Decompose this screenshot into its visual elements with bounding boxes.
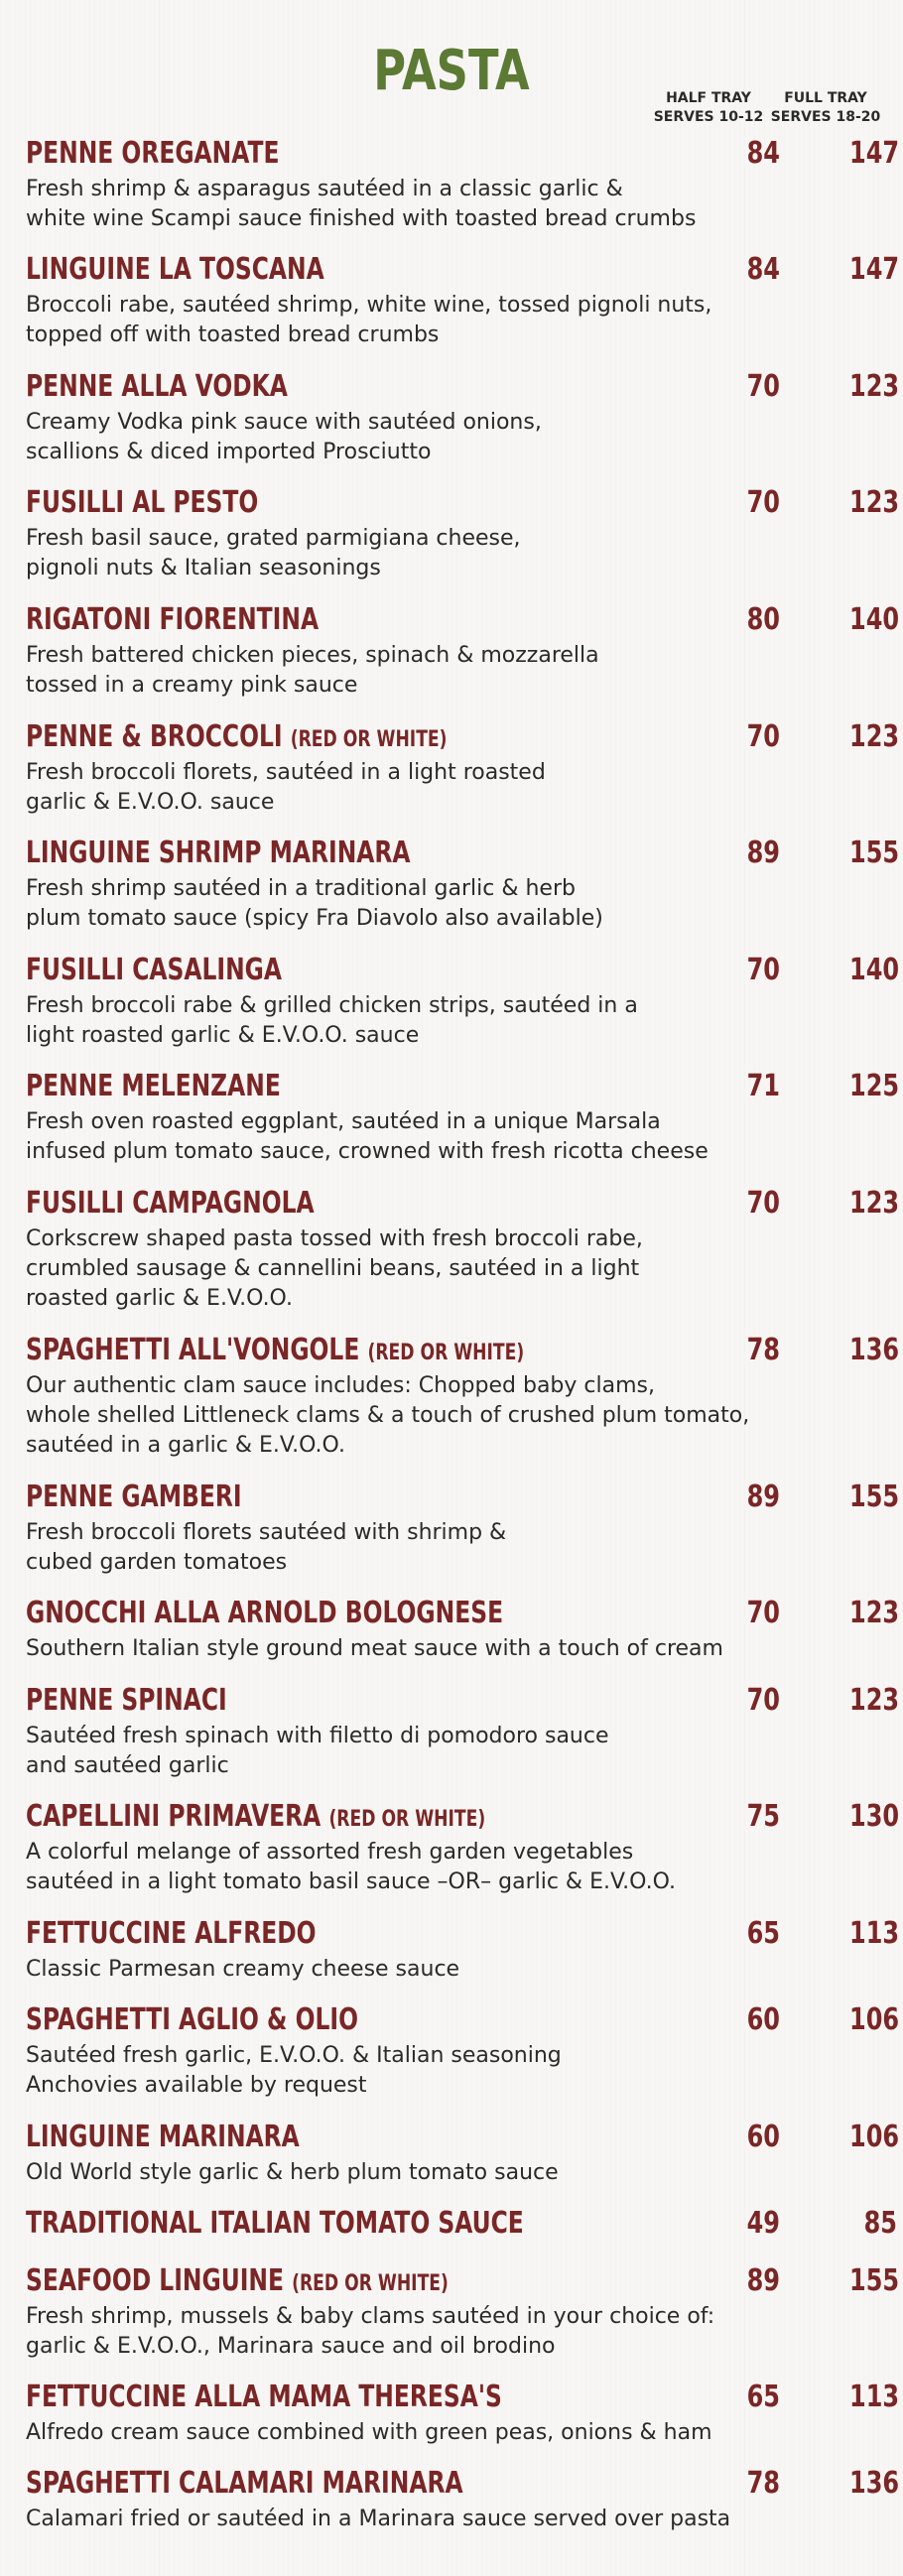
- description-line: topped off with toasted bread crumbs: [26, 322, 440, 347]
- menu-item: [26, 1332, 900, 1461]
- half-tray-price: 89: [746, 2263, 780, 2298]
- menu-item-description: [26, 2505, 879, 2534]
- menu-item-note: (RED OR WHITE): [290, 727, 448, 752]
- half-tray-price: 65: [746, 2380, 780, 2414]
- half-tray-serves: SERVES 10-12: [653, 109, 764, 125]
- menu-item: [26, 2262, 900, 2362]
- half-tray-header: [649, 89, 768, 127]
- description-line: Sautéed fresh garlic, E.V.O.O. & Italian seasoning: [26, 2043, 562, 2068]
- menu-item-description: [26, 2302, 879, 2362]
- description-line: Classic Parmesan creamy cheese sauce: [26, 1957, 460, 1982]
- half-tray-price: 89: [746, 1480, 780, 1514]
- half-tray-price: 84: [746, 252, 780, 287]
- description-line: Fresh broccoli florets sautéed with shrimp &: [26, 1520, 507, 1545]
- menu-item-name: [26, 601, 319, 639]
- menu-item-description: [26, 408, 879, 467]
- menu-item-name-text: SPAGHETTI AGLIO & OLIO: [26, 2002, 358, 2037]
- half-tray-price: 84: [746, 136, 780, 171]
- menu-item-header: [26, 251, 900, 289]
- full-tray-price: 123: [849, 1186, 900, 1221]
- menu-item-description: [26, 524, 879, 583]
- full-tray-price: 147: [849, 252, 900, 287]
- half-tray-price: 70: [746, 719, 780, 754]
- menu-item-name: [26, 2205, 524, 2243]
- description-line: tossed in a creamy pink sauce: [26, 673, 358, 698]
- menu-item: [26, 1798, 900, 1897]
- menu-item-header: [26, 2001, 900, 2039]
- description-line: roasted garlic & E.V.O.O.: [26, 1286, 293, 1311]
- menu-item-note: (RED OR WHITE): [367, 1341, 525, 1365]
- menu-item-name: [26, 1798, 485, 1839]
- menu-item: [26, 2119, 900, 2188]
- menu-item-description: [26, 991, 879, 1051]
- menu-item: [26, 2379, 900, 2448]
- menu-item: [26, 1915, 900, 1985]
- menu-item-name-text: LINGUINE LA TOSCANA: [26, 252, 324, 287]
- menu-item-name: [26, 1915, 317, 1953]
- menu-item-description: [26, 2041, 879, 2101]
- half-tray-price: 75: [746, 1799, 780, 1834]
- full-tray-price: 155: [849, 1480, 900, 1514]
- menu-item-name: [26, 835, 411, 872]
- full-tray-price: 130: [849, 1799, 900, 1834]
- menu-item-name: [26, 718, 447, 759]
- menu-item-name: [26, 2119, 300, 2156]
- menu-item-note: (RED OR WHITE): [328, 1807, 486, 1832]
- description-line: Alfredo cream sauce combined with green peas, onions & ham: [26, 2420, 712, 2445]
- full-tray-price: 155: [849, 836, 900, 870]
- full-tray-price: 113: [849, 2380, 900, 2414]
- description-line: garlic & E.V.O.O., Marinara sauce and oil brodino: [26, 2334, 556, 2359]
- menu-item-name: [26, 135, 279, 173]
- full-tray-label: FULL TRAY: [784, 90, 867, 106]
- menu-item-header: [26, 2205, 897, 2243]
- full-tray-price: 125: [849, 1069, 900, 1103]
- menu-item-header: [26, 135, 900, 173]
- description-line: Fresh broccoli florets, sautéed in a light roasted: [26, 760, 546, 785]
- description-line: cubed garden tomatoes: [26, 1550, 288, 1575]
- menu-item: [26, 484, 900, 583]
- half-tray-price: 70: [746, 369, 780, 404]
- description-line: white wine Scampi sauce finished with toasted bread crumbs: [26, 206, 697, 231]
- menu-item-name: [26, 1595, 503, 1632]
- menu-item-description: [26, 175, 879, 234]
- menu-item-name: [26, 1479, 242, 1516]
- menu-item-name: [26, 484, 258, 522]
- description-line: Old World style garlic & herb plum tomato sauce: [26, 2160, 559, 2185]
- menu-item-header: [26, 2379, 900, 2416]
- half-tray-price: 78: [746, 2466, 780, 2501]
- description-line: light roasted garlic & E.V.O.O. sauce: [26, 1023, 420, 1048]
- menu-item: [26, 1068, 900, 1167]
- description-line: crumbled sausage & cannellini beans, sautéed in a light: [26, 1256, 640, 1281]
- menu-item-header: [26, 2119, 900, 2156]
- menu-item: [26, 2001, 900, 2101]
- menu-item: [26, 135, 900, 234]
- full-tray-price: 136: [849, 2466, 900, 2501]
- description-line: Fresh battered chicken pieces, spinach & mozzarella: [26, 643, 599, 668]
- menu-item-header: [26, 718, 900, 756]
- description-line: scallions & diced imported Prosciutto: [26, 440, 432, 464]
- menu-item-header: [26, 368, 900, 406]
- full-tray-price: 136: [849, 1333, 900, 1367]
- full-tray-price: 123: [849, 1683, 900, 1718]
- full-tray-price: 123: [849, 719, 900, 754]
- menu-item-name: [26, 952, 282, 989]
- half-tray-price: 70: [746, 1186, 780, 1221]
- description-line: plum tomato sauce (spicy Fra Diavolo also available): [26, 906, 603, 931]
- menu-item-header: [26, 1185, 900, 1223]
- half-tray-price: 70: [746, 485, 780, 520]
- menu-item: [26, 1479, 900, 1578]
- description-line: and sautéed garlic: [26, 1753, 229, 1778]
- full-tray-price: 140: [849, 602, 900, 637]
- menu-item: [26, 251, 900, 350]
- menu-item-name-text: GNOCCHI ALLA ARNOLD BOLOGNESE: [26, 1596, 504, 1630]
- description-line: sautéed in a light tomato basil sauce –OR– garlic & E.V.O.O.: [26, 1869, 677, 1894]
- menu-item-name-text: LINGUINE MARINARA: [26, 2120, 300, 2154]
- menu-item-header: [26, 2262, 900, 2300]
- menu-item-description: [26, 1722, 879, 1781]
- description-line: infused plum tomato sauce, crowned with fresh ricotta cheese: [26, 1139, 709, 1164]
- half-tray-price: 71: [746, 1069, 780, 1103]
- menu-item-description: [26, 1107, 879, 1167]
- full-tray-price: 123: [849, 369, 900, 404]
- menu-item-description: [26, 641, 879, 701]
- menu-item: [26, 368, 900, 467]
- description-line: Fresh oven roasted eggplant, sautéed in a unique Marsala: [26, 1109, 661, 1134]
- menu-item: [26, 718, 900, 818]
- menu-item-header: [26, 2465, 900, 2503]
- description-line: sautéed in a garlic & E.V.O.O.: [26, 1433, 345, 1458]
- description-line: pignoli nuts & Italian seasonings: [26, 556, 381, 580]
- full-tray-price: 113: [849, 1916, 900, 1951]
- menu-item-name: [26, 2465, 463, 2503]
- menu-item-name-text: TRADITIONAL ITALIAN TOMATO SAUCE: [26, 2206, 524, 2241]
- menu-item: [26, 1185, 900, 1314]
- half-tray-price: 80: [746, 602, 780, 637]
- menu-item-name-text: PENNE & BROCCOLI: [26, 719, 283, 754]
- menu-item-header: [26, 835, 900, 872]
- menu-item-header: [26, 484, 900, 522]
- menu-item-description: [26, 1634, 879, 1664]
- menu-item: [26, 2465, 900, 2534]
- menu-item-name-text: FUSILLI CAMPAGNOLA: [26, 1186, 315, 1221]
- menu-item-header: [26, 1915, 900, 1953]
- menu-item-header: [26, 952, 900, 989]
- menu-item-name-text: FETTUCCINE ALFREDO: [26, 1916, 317, 1951]
- description-line: Calamari fried or sautéed in a Marinara sauce served over pasta: [26, 2507, 731, 2531]
- half-tray-label: HALF TRAY: [666, 90, 751, 106]
- full-tray-price: 123: [849, 485, 900, 520]
- full-tray-header: [766, 89, 885, 127]
- full-tray-price: 123: [849, 1596, 900, 1630]
- menu-item-note: (RED OR WHITE): [292, 2271, 449, 2296]
- menu-item-name-text: LINGUINE SHRIMP MARINARA: [26, 836, 411, 870]
- menu-item-name-text: RIGATONI FIORENTINA: [26, 602, 320, 637]
- menu-item-name: [26, 2262, 449, 2303]
- description-line: whole shelled Littleneck clams & a touch of crushed plum tomato,: [26, 1403, 750, 1428]
- menu-item-name: [26, 251, 324, 289]
- menu-item-header: [26, 1068, 900, 1105]
- full-tray-price: 106: [849, 2002, 900, 2037]
- menu-item-description: [26, 2158, 879, 2188]
- description-line: Our authentic clam sauce includes: Chopped baby clams,: [26, 1373, 655, 1398]
- description-line: Fresh basil sauce, grated parmigiana cheese,: [26, 526, 521, 551]
- menu-item-header: [26, 1332, 900, 1369]
- half-tray-price: 65: [746, 1916, 780, 1951]
- menu-item-description: [26, 1838, 879, 1897]
- full-tray-price: 140: [849, 953, 900, 987]
- menu-item-name-text: CAPELLINI PRIMAVERA: [26, 1799, 322, 1834]
- menu-item: [26, 2205, 897, 2243]
- menu-item-name-text: PENNE GAMBERI: [26, 1480, 242, 1514]
- half-tray-price: 70: [746, 953, 780, 987]
- menu-item: [26, 1682, 900, 1781]
- menu-item-description: [26, 758, 879, 818]
- menu-item-name: [26, 368, 288, 406]
- menu-item-name: [26, 2379, 502, 2416]
- menu-item-name-text: SPAGHETTI ALL'VONGOLE: [26, 1333, 360, 1367]
- description-line: Creamy Vodka pink sauce with sautéed onions,: [26, 410, 542, 435]
- menu-item-description: [26, 1224, 879, 1314]
- menu-item-name-text: SEAFOOD LINGUINE: [26, 2263, 284, 2298]
- menu-item-name-text: PENNE OREGANATE: [26, 136, 280, 171]
- menu-item-description: [26, 874, 879, 934]
- description-line: Fresh shrimp, mussels & baby clams sautéed in your choice of:: [26, 2304, 715, 2329]
- description-line: Anchovies available by request: [26, 2073, 367, 2098]
- menu-item: [26, 601, 900, 701]
- menu-item: [26, 952, 900, 1051]
- menu-item-description: [26, 1518, 879, 1578]
- menu-item-description: [26, 1371, 879, 1461]
- page-title: PASTA: [373, 39, 530, 103]
- menu-item-name: [26, 1185, 315, 1223]
- menu-item-name: [26, 1332, 524, 1372]
- menu-item-name: [26, 2001, 358, 2039]
- description-line: Fresh broccoli rabe & grilled chicken strips, sautéed in a: [26, 993, 638, 1018]
- menu-item: [26, 1595, 900, 1664]
- description-line: A colorful melange of assorted fresh garden vegetables: [26, 1840, 634, 1865]
- half-tray-price: 89: [746, 836, 780, 870]
- description-line: Southern Italian style ground meat sauce with a touch of cream: [26, 1636, 723, 1661]
- half-tray-price: 60: [746, 2002, 780, 2037]
- half-tray-price: 49: [746, 2206, 780, 2241]
- full-tray-price: 106: [849, 2120, 900, 2154]
- menu-item-header: [26, 1682, 900, 1720]
- half-tray-price: 70: [746, 1683, 780, 1718]
- menu-item-name-text: FETTUCCINE ALLA MAMA THERESA'S: [26, 2380, 502, 2414]
- menu-item-name-text: FUSILLI AL PESTO: [26, 485, 259, 520]
- menu-item-description: [26, 1955, 879, 1985]
- menu-item-name: [26, 1682, 227, 1720]
- menu-item-name-text: FUSILLI CASALINGA: [26, 953, 282, 987]
- menu-item-description: [26, 2418, 879, 2448]
- menu-item-name-text: SPAGHETTI CALAMARI MARINARA: [26, 2466, 463, 2501]
- description-line: Sautéed fresh spinach with filetto di pomodoro sauce: [26, 1724, 609, 1748]
- full-tray-price: 147: [849, 136, 900, 171]
- menu-item-name-text: PENNE SPINACI: [26, 1683, 227, 1718]
- description-line: Fresh shrimp & asparagus sautéed in a classic garlic &: [26, 177, 623, 201]
- full-tray-price: 85: [863, 2206, 897, 2241]
- menu-item-description: [26, 291, 879, 350]
- description-line: garlic & E.V.O.O. sauce: [26, 790, 275, 815]
- menu-item-header: [26, 1595, 900, 1632]
- menu-item-name-text: PENNE MELENZANE: [26, 1069, 281, 1103]
- menu-item-header: [26, 1479, 900, 1516]
- half-tray-price: 70: [746, 1596, 780, 1630]
- full-tray-price: 155: [849, 2263, 900, 2298]
- description-line: Corkscrew shaped pasta tossed with fresh broccoli rabe,: [26, 1226, 643, 1251]
- full-tray-serves: SERVES 18-20: [770, 109, 881, 125]
- menu-item-header: [26, 1798, 900, 1836]
- half-tray-price: 78: [746, 1333, 780, 1367]
- menu-item-name: [26, 1068, 281, 1105]
- half-tray-price: 60: [746, 2120, 780, 2154]
- menu-item-header: [26, 601, 900, 639]
- description-line: Fresh shrimp sautéed in a traditional garlic & herb: [26, 876, 576, 901]
- menu-item-name-text: PENNE ALLA VODKA: [26, 369, 288, 404]
- description-line: Broccoli rabe, sautéed shrimp, white wine, tossed pignoli nuts,: [26, 293, 712, 318]
- menu-item: [26, 835, 900, 934]
